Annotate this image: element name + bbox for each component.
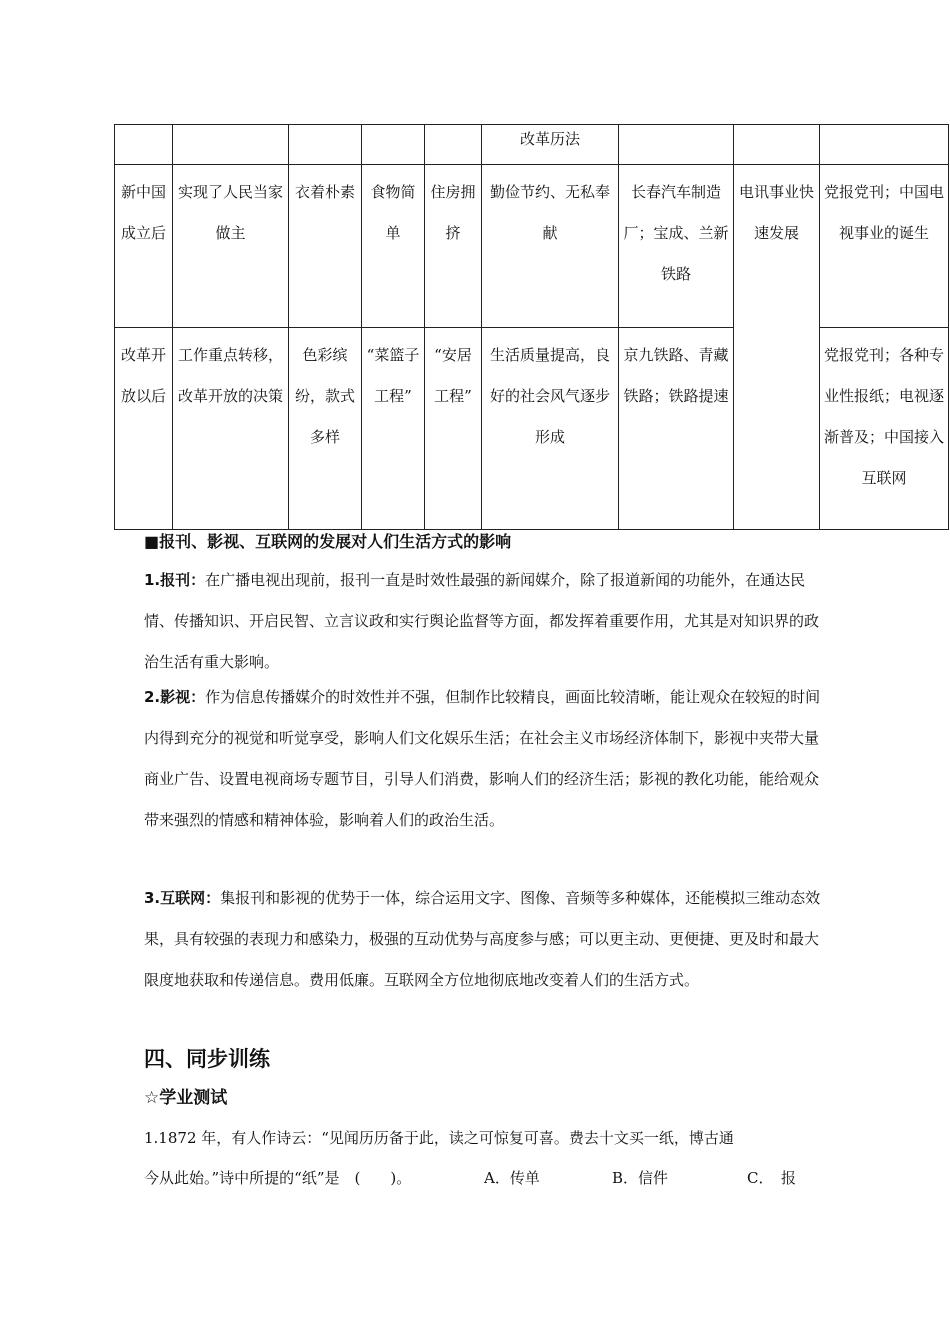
table-cell: 党报党刊；各种专业性报纸；电视逐渐普及；中国接入互联网 [820,328,949,530]
table-cell: 生活质量提高，良好的社会风气逐步形成 [482,328,619,530]
paragraph-label: 2.影视： [144,688,206,706]
comparison-table [114,124,949,530]
paragraph-newspaper [144,560,824,683]
paragraph-text: 在广播电视出现前，报刊一直是时效性最强的新闻媒介，除了报道新闻的功能外，在通达民情、传播知识、开启民智、立言议政和实行舆论监督等方面，都发挥着重要作用，尤其是对知识界的政治生活有重大影响。 [144,571,820,671]
question-stem: 今从此始。”诗中所提的“纸”是 ( )。 [144,1169,412,1187]
media-heading: ■报刊、影视、互联网的发展对人们生活方式的影响 [144,532,512,551]
table-cell: 食物简单 [362,165,425,328]
paragraph-label: 1.报刊： [144,571,206,589]
option-c: C． 报 [747,1169,796,1187]
paragraph-film-tv [144,677,824,841]
table-cell [173,125,289,165]
table-row [115,125,949,165]
table-cell: 衣着朴素 [289,165,362,328]
table-cell: 改革开放以后 [115,328,173,530]
table-cell: 色彩缤纷，款式多样 [289,328,362,530]
table-cell [362,125,425,165]
table-cell: 长春汽车制造厂；宝成、兰新铁路 [619,165,734,328]
table-cell [734,125,820,165]
option-a: A．传单 [484,1169,540,1187]
option-b: B．信件 [612,1169,669,1187]
table-cell: 新中国成立后 [115,165,173,328]
table-cell [115,125,173,165]
table-cell: 勤俭节约、无私奉献 [482,165,619,328]
table-cell: 党报党刊；中国电视事业的诞生 [820,165,949,328]
paragraph-internet [144,878,824,1001]
section-subtitle: ☆学业测试 [144,1088,228,1108]
table-row [115,165,949,328]
table-cell: 工作重点转移，改革开放的决策 [173,328,289,530]
table-cell: 改革历法 [482,125,619,165]
paragraph-text: 集报刊和影视的优势于一体，综合运用文字、图像、音频等多种媒体，还能模拟三维动态效果，具有较强的表现力和感染力，极强的互动优势与高度参与感；可以更主动、更便捷、更及时和最大限度地获取和传递信息。费用低廉。互联网全方位地彻底地改变着人们的生活方式。 [144,889,821,989]
table-cell: 实现了人民当家做主 [173,165,289,328]
table-cell: “菜篮子工程” [362,328,425,530]
table-cell [425,125,482,165]
table-cell: “安居工程” [425,328,482,530]
section-title: 四、同步训练 [144,1047,270,1071]
table-cell: 电讯事业快速发展 [734,165,820,530]
paragraph-text: 作为信息传播媒介的时效性并不强，但制作比较精良，画面比较清晰，能让观众在较短的时间内得到充分的视觉和听觉享受，影响人们文化娱乐生活；在社会主义市场经济体制下，影视中夹带大量商业广告、设置电视商场专题节目，引导人们消费，影响人们的经济生活；影视的教化功能，能给观众带来强烈的情感和精神体验，影响着人们的政治生活。 [144,688,821,829]
table-cell [289,125,362,165]
table-cell [619,125,734,165]
table-cell: 住房拥挤 [425,165,482,328]
question-line-1: 1.1872 年，有人作诗云：“见闻历历备于此，读之可惊复可喜。费去十文买一纸，博古通 [144,1129,734,1147]
table-row [115,328,949,530]
table-cell [820,125,949,165]
paragraph-label: 3.互联网： [144,889,221,907]
question-line-2 [144,1166,796,1190]
table-cell: 京九铁路、青藏铁路；铁路提速 [619,328,734,530]
